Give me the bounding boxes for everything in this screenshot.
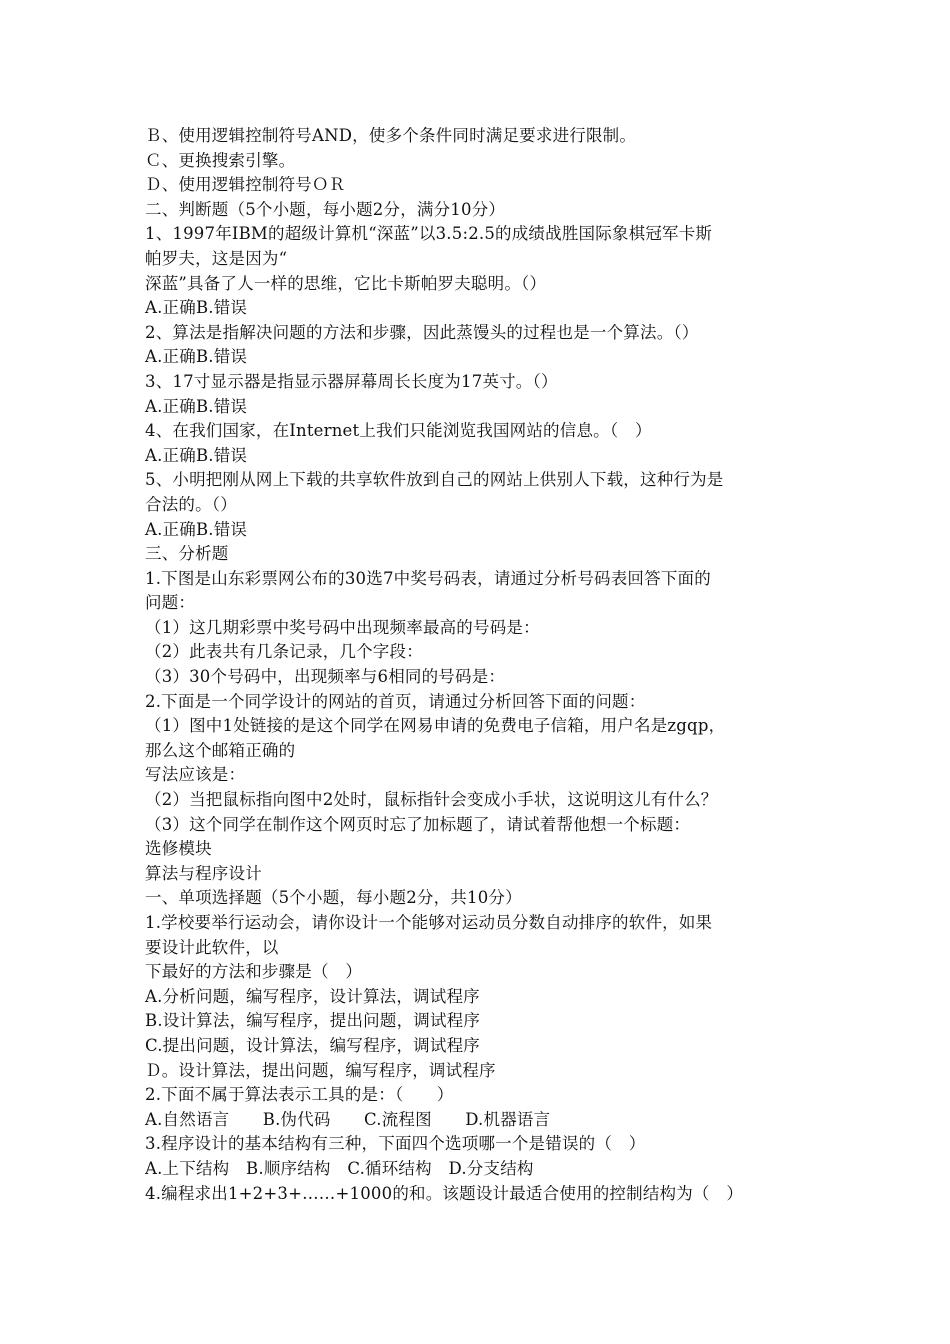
- option-line: B.设计算法，编写程序，提出问题，调试程序: [145, 1011, 481, 1031]
- question-line: 4.编程求出1+2+3+……+1000的和。该题设计最适合使用的控制结构为（ ）: [145, 1183, 744, 1203]
- document-body: [145, 124, 825, 1206]
- course-heading: 算法与程序设计: [145, 863, 262, 883]
- option-d-line: Ｄ、使用逻辑控制符号ＯＲ: [145, 175, 346, 195]
- option-line: A.分析问题，编写程序，设计算法，调试程序: [145, 986, 480, 1006]
- question-line: 2.下面不属于算法表示工具的是：（ ）: [145, 1085, 454, 1105]
- sub-question-line: （2）当把鼠标指向图中2处时，鼠标指针会变成小手状，这说明这儿有什么？: [145, 790, 718, 810]
- option-line: C.提出问题，设计算法，编写程序，调试程序: [145, 1035, 480, 1055]
- sub-question-line: （2）此表共有几条记录，几个字段：: [145, 642, 423, 662]
- answer-options-line: A.正确B.错误: [145, 347, 248, 367]
- sub-question-line: 写法应该是：: [145, 765, 246, 785]
- question-line: 下最好的方法和步骤是（ ）: [145, 962, 363, 982]
- question-line: 3、17寸显示器是指显示器屏幕周长长度为17英寸。（）: [145, 371, 558, 391]
- sub-question-line: （3）这个同学在制作这个网页时忘了加标题了，请试着帮他想一个标题：: [145, 814, 691, 834]
- sub-question-line: （1）这几期彩票中奖号码中出现频率最高的号码是：: [145, 617, 540, 637]
- question-line: 1.下图是山东彩票网公布的30选7中奖号码表，请通过分析号码表回答下面的: [145, 568, 711, 588]
- question-line: 1、1997年IBM的超级计算机“深蓝”以3.5:2.5的成绩战胜国际象棋冠军卡斯: [145, 224, 713, 244]
- option-line: A.上下结构 B.顺序结构 C.循环结构 D.分支结构: [145, 1158, 534, 1178]
- question-line: 5、小明把刚从网上下载的共享软件放到自己的网站上供别人下载，这种行为是: [145, 470, 724, 490]
- answer-options-line: A.正确B.错误: [145, 396, 248, 416]
- question-line: 2.下面是一个同学设计的网站的首页，请通过分析回答下面的问题：: [145, 691, 646, 711]
- option-line: Ｄ。设计算法，提出问题，编写程序，调试程序: [145, 1060, 496, 1080]
- sub-question-line: （3）30个号码中，出现频率与6相同的号码是：: [145, 667, 506, 687]
- option-c-line: Ｃ、更换搜索引擎。: [145, 150, 296, 170]
- question-line: 2、算法是指解决问题的方法和步骤，因此蒸馒头的过程也是一个算法。（）: [145, 322, 699, 342]
- answer-options-line: A.正确B.错误: [145, 298, 248, 318]
- question-line: 3.程序设计的基本结构有三种，下面四个选项哪一个是错误的（ ）: [145, 1134, 646, 1154]
- question-line: 问题：: [145, 593, 196, 613]
- question-line: 4、在我们国家，在Internet上我们只能浏览我国网站的信息。（ ）: [145, 421, 652, 441]
- section-heading-analysis: 三、分析题: [145, 544, 229, 564]
- question-line: 要设计此软件，以: [145, 937, 279, 957]
- option-line: A.自然语言 B.伪代码 C.流程图 D.机器语言: [145, 1109, 551, 1129]
- question-line: 帕罗夫，这是因为“: [145, 248, 288, 268]
- question-line: 1.学校要举行运动会，请你设计一个能够对运动员分数自动排序的软件，如果: [145, 913, 713, 932]
- section-heading-multiple-choice: 一、单项选择题（5个小题，每小题2分，共10分）: [145, 888, 522, 908]
- module-heading: 选修模块: [145, 839, 212, 859]
- option-b-line: Ｂ、使用逻辑控制符号AND，使多个条件同时满足要求进行限制。: [145, 126, 637, 145]
- sub-question-line: （1）图中1处链接的是这个同学在网易申请的免费电子信箱，用户名是zgqp，: [145, 716, 726, 736]
- answer-options-line: A.正确B.错误: [145, 519, 248, 539]
- answer-options-line: A.正确B.错误: [145, 445, 248, 465]
- sub-question-line: 那么这个邮箱正确的: [145, 740, 296, 760]
- section-heading-true-false: 二、判断题（5个小题，每小题2分，满分10分）: [145, 199, 506, 219]
- question-line: 深蓝”具备了人一样的思维，它比卡斯帕罗夫聪明。（）: [145, 273, 547, 293]
- question-line: 合法的。（）: [145, 494, 237, 514]
